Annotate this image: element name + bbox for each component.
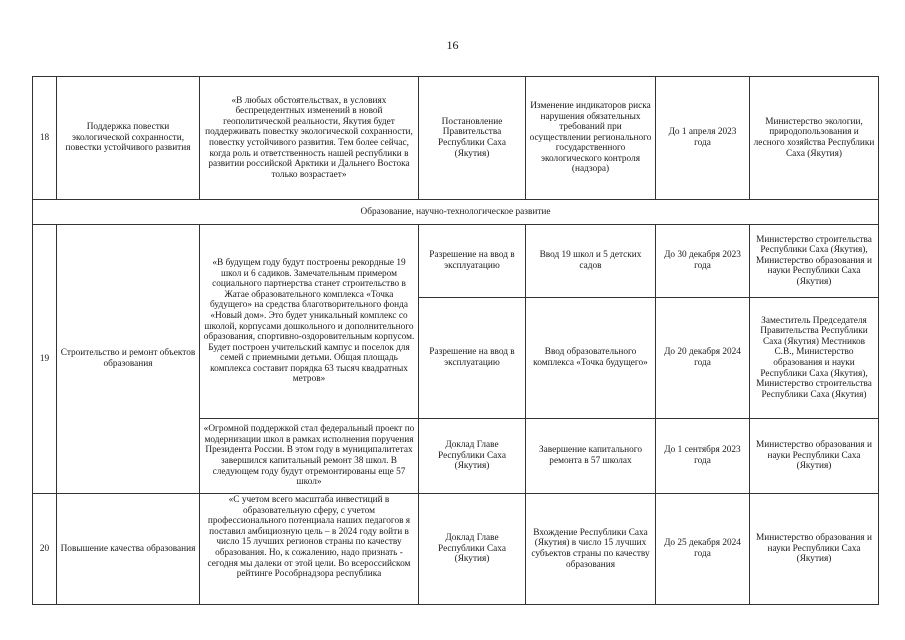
deadline-cell: До 25 декабря 2024 года (656, 494, 750, 605)
indicator-cell: Завершение капитального ремонта в 57 школах (526, 419, 656, 494)
document-cell: Разрешение на ввод в эксплуатацию (419, 225, 526, 298)
document-cell: Доклад Главе Республики Саха (Якутия) (419, 419, 526, 494)
page-number: 16 (446, 38, 459, 52)
responsible-cell: Министерство строительства Республики Саха (Якутия), Министерство образования и науки Республики Саха (Якутия) (750, 225, 879, 298)
row-number: 19 (33, 225, 57, 494)
indicator-cell: Ввод образовательного комплекса «Точка будущего» (526, 298, 656, 419)
document-cell: Доклад Главе Республики Саха (Якутия) (419, 494, 526, 605)
deadline-cell: До 20 декабря 2024 года (656, 298, 750, 419)
row-number: 20 (33, 494, 57, 605)
measures-table (32, 76, 879, 605)
table-row (33, 494, 879, 605)
document-cell: Постановление Правительства Республики Саха (Якутия) (419, 77, 526, 200)
responsible-cell: Заместитель Председателя Правительства Республики Саха (Якутия) Местников С.В., Министерство образования и науки Республики Саха (Якутия), Министерство строительства Республики Саха (Якутия) (750, 298, 879, 419)
measure-cell: Строительство и ремонт объектов образования (57, 225, 200, 494)
indicator-cell: Ввод 19 школ и 5 детских садов (526, 225, 656, 298)
deadline-cell: До 30 декабря 2023 года (656, 225, 750, 298)
indicator-cell: Вхождение Республики Саха (Якутия) в число 15 лучших субъектов страны по качеству образования (526, 494, 656, 605)
document-cell: Разрешение на ввод в эксплуатацию (419, 298, 526, 419)
deadline-cell: До 1 сентября 2023 года (656, 419, 750, 494)
quote-cell: «В будущем году будут построены рекордные 19 школ и 6 садиков. Замечательным примером социального партнерства станет строительство в Жатае образовательного комплекса «Точка будущего» на средства благотворительного фонда «Новый дом». Это будет уникальный комплекс со школой, корпусами дошкольного и дополнительного образования, спортивно-оздоровительным корпусом. Будет построен учительский кампус и поселок для семей с приемными детьми. Общая площадь комплекса составит порядка 63 тысяч квадратных метров» (200, 225, 419, 419)
deadline-cell: До 1 апреля 2023 года (656, 77, 750, 200)
table-row (33, 77, 879, 200)
responsible-cell: Министерство образования и науки Республики Саха (Якутия) (750, 494, 879, 605)
measure-cell: Поддержка повестки экологической сохранности, повестки устойчивого развития (57, 77, 200, 200)
responsible-cell: Министерство образования и науки Республики Саха (Якутия) (750, 419, 879, 494)
quote-cell: «В любых обстоятельствах, в условиях беспрецедентных изменений в новой геополитической реальности, Якутия будет поддерживать повестку экологической сохранности, повестку устойчивого развития. Тем более сейчас, когда роль и ответственность нашей республики в развитии российской Арктики и Дальнего Востока только возрастает» (200, 77, 419, 200)
section-row (33, 200, 879, 225)
section-title: Образование, научно-технологическое развитие (33, 200, 879, 225)
quote-cell: «С учетом всего масштаба инвестиций в образовательную сферу, с учетом профессионального потенциала наших педагогов я поставил амбициозную цель – в 2024 году войти в число 15 лучших регионов страны по качеству образования. Но, к сожалению, надо признать - сегодня мы далеки от этой цели. Во всероссийском рейтинге Рособрнадзора республика (200, 494, 419, 605)
table-row (33, 225, 879, 298)
responsible-cell: Министерство экологии, природопользования и лесного хозяйства Республики Саха (Якутия) (750, 77, 879, 200)
quote-cell: «Огромной поддержкой стал федеральный проект по модернизации школ в рамках исполнения поручения Президента России. В этом году в муниципалитетах завершился капитальный ремонт 38 школ. В следующем году будут отремонтированы еще 57 школ» (200, 419, 419, 494)
measure-cell: Повышение качества образования (57, 494, 200, 605)
row-number: 18 (33, 77, 57, 200)
indicator-cell: Изменение индикаторов риска нарушения обязательных требований при осуществлении регионального государственного экологического контроля (надзора) (526, 77, 656, 200)
